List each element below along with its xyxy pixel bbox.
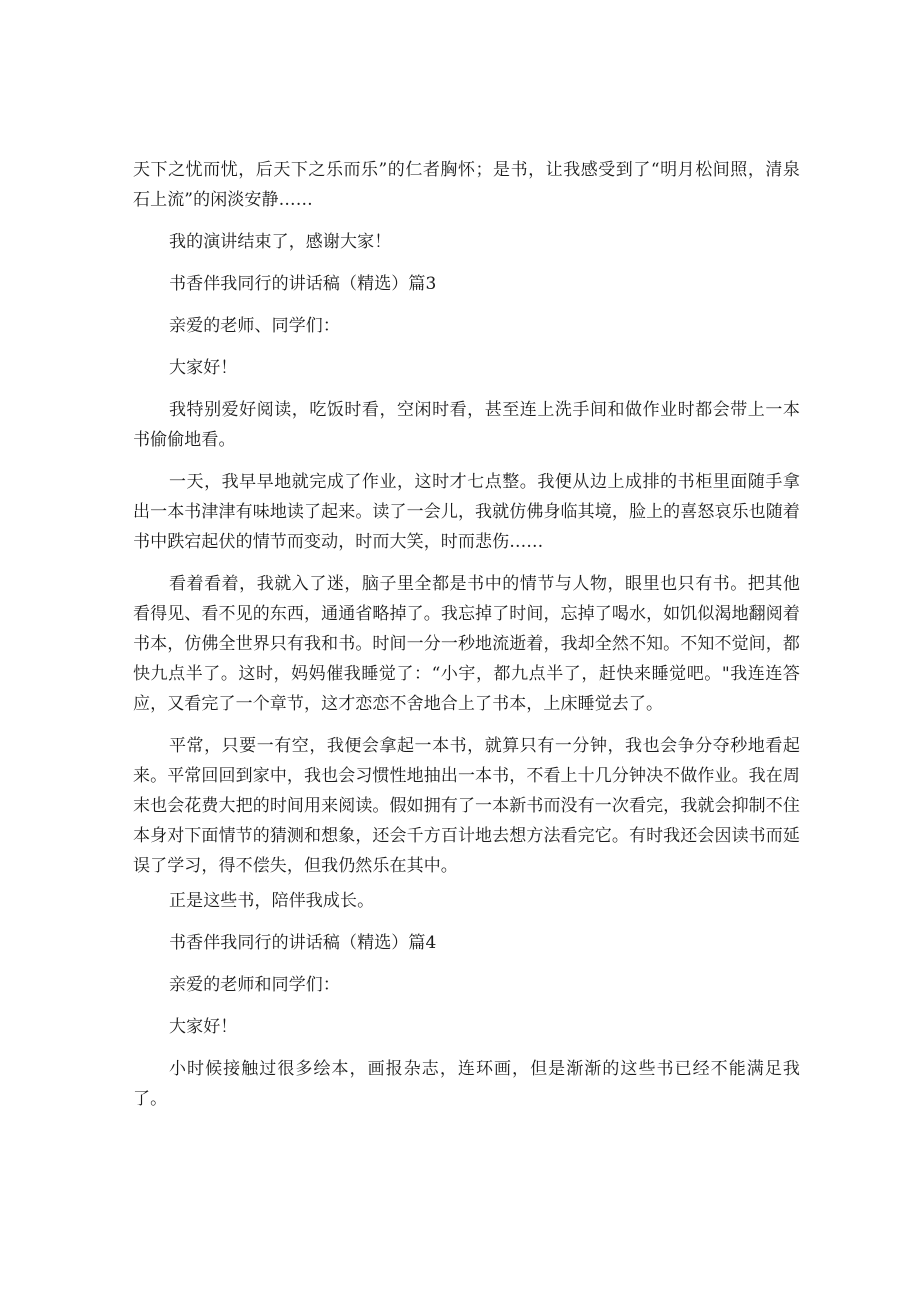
section-heading-3: 书香伴我同行的讲话稿（精选）篇3 [169,274,437,294]
salutation: 亲爱的老师和同学们： [169,975,340,995]
paragraph-continuation: 天下之忧而忧，后天下之乐而乐”的仁者胸怀；是书，让我感受到了“明月松间照，清泉石上流”的闲淡安静…… [133,160,800,210]
section-heading-4: 书香伴我同行的讲话稿（精选）篇4 [169,933,437,953]
greeting: 大家好！ [169,1017,238,1037]
document-body [133,155,800,1126]
greeting: 大家好！ [169,358,238,378]
salutation: 亲爱的老师、同学们： [169,316,340,336]
paragraph-closing: 我的演讲结束了，感谢大家！ [169,232,392,252]
paragraph: 一天，我早早地就完成了作业，这时才七点整。我便从边上成排的书柜里面随手拿出一本书津津有味地读了起来。读了一会儿，我就仿佛身临其境，脸上的喜怒哀乐也随着书中跌宕起伏的情节而变动，时而大笑，时而悲伤…… [133,472,800,552]
paragraph: 我特别爱好阅读，吃饭时看，空闲时看，甚至连上洗手间和做作业时都会带上一本书偷偷地看。 [133,400,800,450]
paragraph: 小时候接触过很多绘本，画报杂志，连环画，但是渐渐的这些书已经不能满足我了。 [133,1059,800,1109]
paragraph: 正是这些书，陪伴我成长。 [169,891,375,911]
paragraph: 平常，只要一有空，我便会拿起一本书，就算只有一分钟，我也会争分夺秒地看起来。平常回回到家中，我也会习惯性地抽出一本书，不看上十几分钟决不做作业。我在周末也会花费大把的时间用来阅读。假如拥有了一本新书而没有一次看完，我就会抑制不住本身对下面情节的猜测和想象，还会千方百计地去想方法看完它。有时我还会因读书而延误了学习，得不偿失，但我仍然乐在其中。 [133,736,800,876]
paragraph: 看着看着，我就入了迷，脑子里全都是书中的情节与人物，眼里也只有书。把其他看得见、看不见的东西，通通省略掉了。我忘掉了时间，忘掉了喝水，如饥似渴地翻阅着书本，仿佛全世界只有我和书。时间一分一秒地流逝着，我却全然不知。不知不觉间，都快九点半了。这时，妈妈催我睡觉了：“小宇，都九点半了，赶快来睡觉吧。"我连连答应，又看完了一个章节，这才恋恋不舍地合上了书本，上床睡觉去了。 [133,574,800,714]
